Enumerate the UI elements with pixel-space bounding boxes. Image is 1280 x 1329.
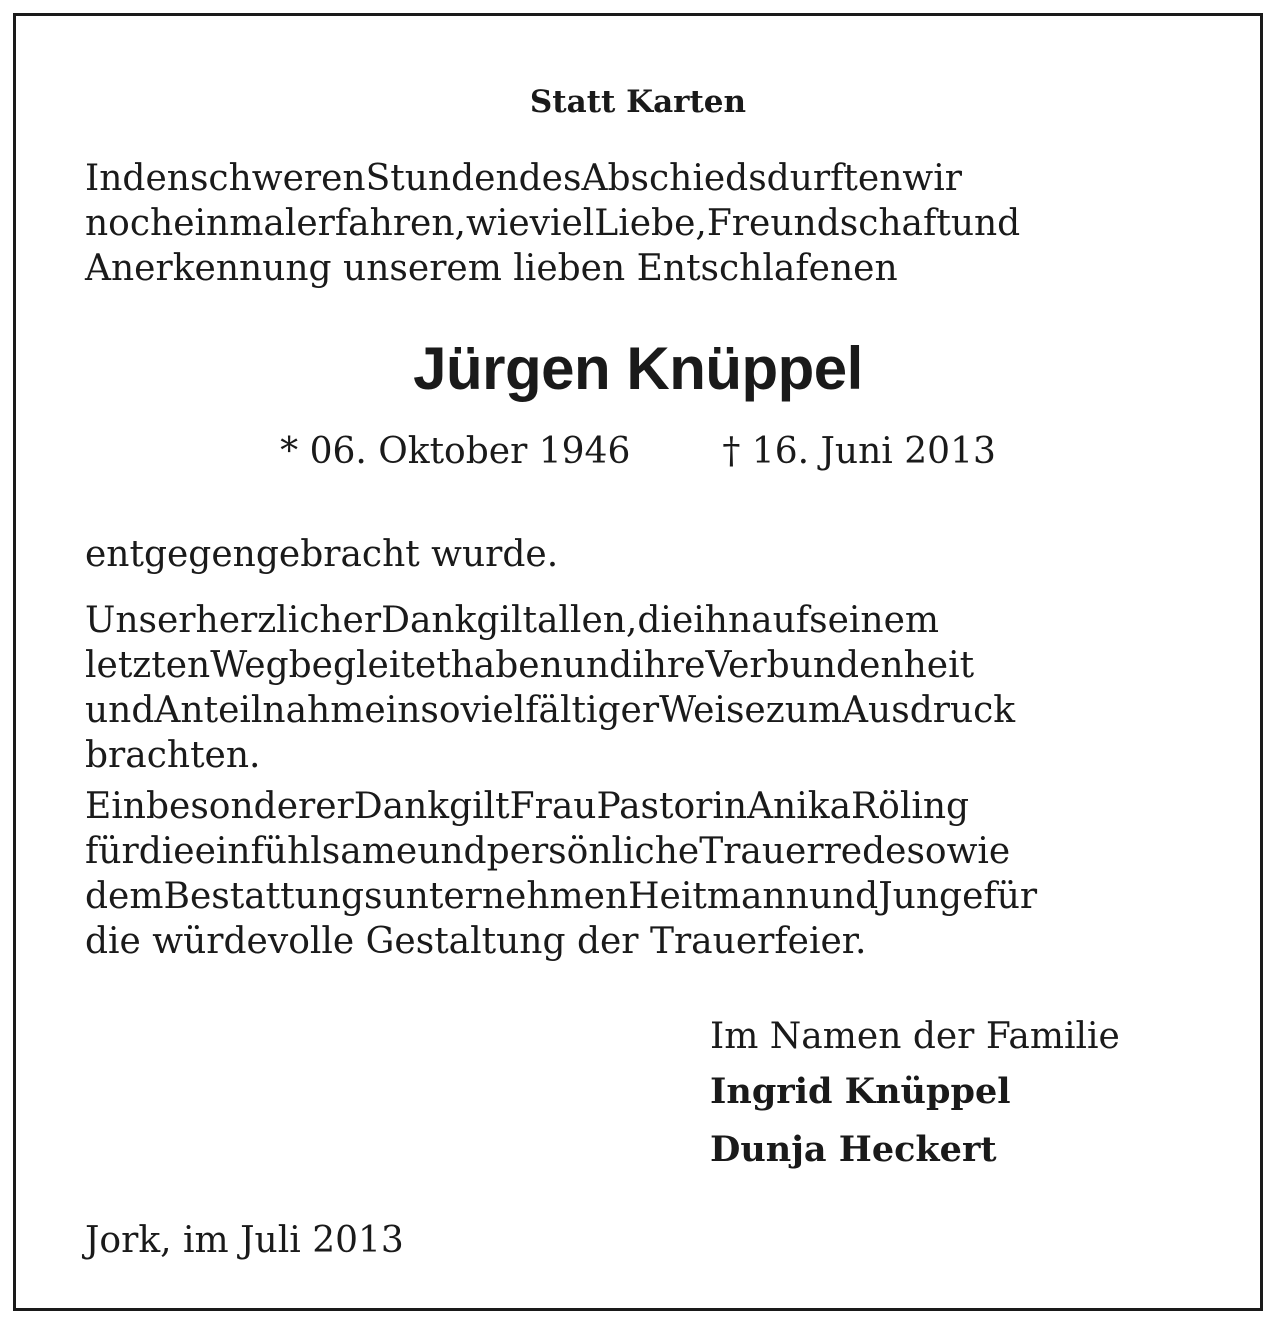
- thanks-paragraph: [85, 598, 1202, 778]
- intro-line: IndenschwerenStundendesAbschiedsdurftenwir: [85, 158, 962, 199]
- intro-paragraph: [85, 156, 1202, 291]
- special-thanks-line: demBestattungsunternehmenHeitmannundJungefür: [85, 876, 1038, 917]
- deceased-name: Jürgen Knüppel: [413, 335, 863, 402]
- death-date: † 16. Juni 2013: [722, 431, 996, 472]
- continuation-line: entgegengebracht wurde.: [85, 534, 559, 575]
- obituary-notice: [13, 13, 1263, 1311]
- notice-header: Statt Karten: [529, 84, 747, 120]
- thanks-line: letztenWegbegleitethabenundihreVerbundenheit: [85, 645, 975, 686]
- special-thanks-line: die würdevolle Gestaltung der Trauerfeier.: [85, 921, 867, 962]
- special-thanks-line: fürdieeinfühlsameundpersönlicheTrauerredesowie: [85, 831, 1011, 872]
- signoff-text: Im Namen der Familie: [710, 1016, 1120, 1057]
- thanks-line: undAnteilnahmeinsovielfältigerWeisezumAusdruck: [85, 690, 1016, 731]
- life-dates: [16, 429, 1260, 474]
- intro-line: nocheinmalerfahren,wievielLiebe,Freundschaftund: [85, 203, 1021, 244]
- signer-name: Dunja Heckert: [710, 1129, 997, 1170]
- special-thanks-paragraph: [85, 784, 1202, 964]
- place-date: Jork, im Juli 2013: [85, 1220, 404, 1261]
- signer-name: Ingrid Knüppel: [710, 1071, 1011, 1112]
- birth-date: * 06. Oktober 1946: [280, 431, 631, 472]
- continuation-paragraph: [85, 532, 1202, 577]
- special-thanks-line: EinbesondererDankgiltFrauPastorinAnikaRöling: [85, 786, 970, 827]
- thanks-line: brachten.: [85, 735, 261, 776]
- thanks-line: UnserherzlicherDankgiltallen,dieihnaufseinem: [85, 600, 940, 641]
- intro-line: Anerkennung unserem lieben Entschlafenen: [85, 248, 898, 289]
